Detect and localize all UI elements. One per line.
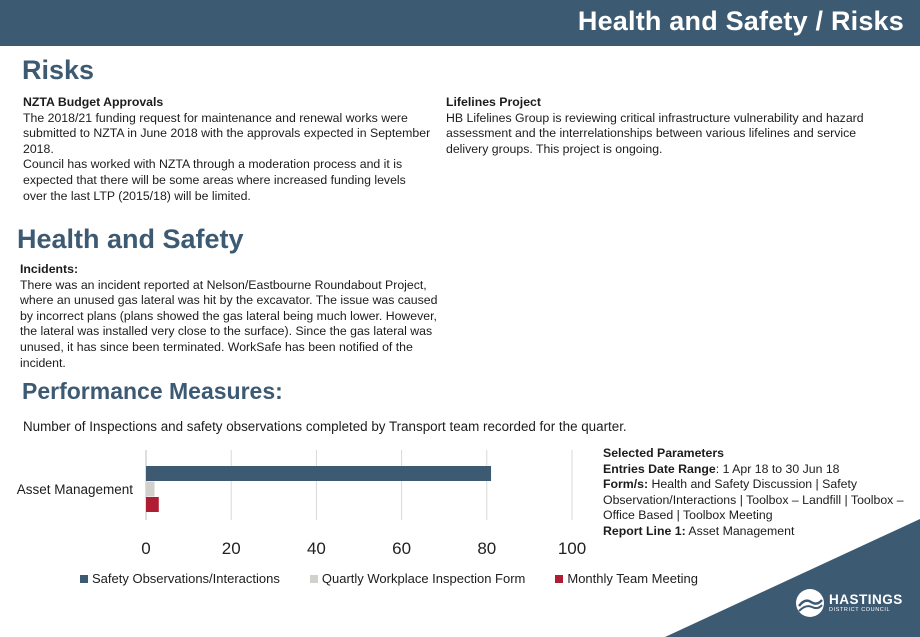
performance-bar-chart [0, 448, 600, 568]
lifelines-section [446, 95, 866, 157]
parameters-title: Selected Parameters [603, 446, 724, 460]
incidents-title: Incidents: [20, 262, 79, 276]
performance-description: Number of Inspections and safety observations completed by Transport team recorded for the quarter. [23, 419, 627, 434]
x-tick-label: 20 [221, 539, 241, 558]
bar-monthly-team-meeting [146, 497, 159, 512]
x-tick-label: 60 [392, 539, 412, 558]
logo-main-text: HASTINGS [829, 591, 903, 607]
x-tick-label: 40 [306, 539, 326, 558]
forms-value: Health and Safety Discussion | Safety Observation/Interactions | Toolbox – Landfill | Toolbox – Office Based | Toolbox Meeting [603, 477, 904, 523]
incidents-section [20, 262, 445, 371]
incidents-text: There was an incident reported at Nelson/Eastbourne Roundabout Project, where an unused gas lateral was hit by the excavator. The issue was caused by incorrect plans (plans showed the gas lateral being much lower. However, the lateral was installed very close to the surface). Since the gas lateral was unused, it has since been terminated. WorkSafe has been notified of the incident. [20, 277, 438, 370]
health-safety-heading: Health and Safety [17, 224, 244, 254]
legend-label: Quartly Workplace Inspection Form [321, 571, 526, 586]
legend-swatch [310, 575, 318, 583]
y-category-label: Asset Management [16, 482, 133, 497]
legend-label: Monthly Team Meeting [567, 571, 698, 586]
x-tick-label: 100 [557, 539, 587, 558]
lifelines-title: Lifelines Project [446, 95, 541, 109]
legend-swatch [555, 575, 563, 583]
nzta-paragraph-1: The 2018/21 funding request for maintenance and renewal works were submitted to NZTA in June 2018 with the approvals expected in September 2018. [23, 110, 431, 156]
performance-heading: Performance Measures: [22, 378, 283, 404]
logo-sub-text: DISTRICT COUNCIL [829, 606, 891, 613]
forms-label: Form/s: [603, 477, 649, 492]
page-title: Health and Safety / Risks [577, 6, 904, 36]
legend-swatch [80, 575, 88, 583]
nzta-budget-section [23, 95, 433, 204]
hastings-emblem-icon [795, 588, 825, 618]
hastings-logo [795, 588, 903, 618]
risks-heading: Risks [22, 55, 95, 85]
entries-label: Entries Date Range [603, 461, 716, 476]
legend-item-workplace-inspection [310, 571, 526, 586]
report-line-label: Report Line 1: [603, 523, 686, 538]
x-tick-label: 0 [141, 539, 151, 558]
bar-safety-observations-interactions [146, 466, 491, 481]
x-tick-label: 80 [477, 539, 497, 558]
corner-decoration [665, 519, 920, 637]
chart-legend [80, 571, 728, 586]
report-line-value: Asset Management [685, 523, 795, 538]
bar-quartly-workplace-inspection-form [146, 482, 155, 497]
legend-item-safety-observations [80, 571, 280, 586]
nzta-paragraph-2: Council has worked with NZTA through a moderation process and it is expected that there will be some areas where increased funding levels over the last LTP (2015/18) will be limited. [23, 157, 406, 203]
nzta-title: NZTA Budget Approvals [23, 95, 164, 109]
entries-value: : 1 Apr 18 to 30 Jun 18 [715, 461, 840, 476]
legend-label: Safety Observations/Interactions [92, 571, 280, 586]
lifelines-paragraph: HB Lifelines Group is reviewing critical infrastructure vulnerability and hazard assessment and the interrelationships between various lifelines and service delivery groups. This project is ongoing. [446, 110, 864, 156]
